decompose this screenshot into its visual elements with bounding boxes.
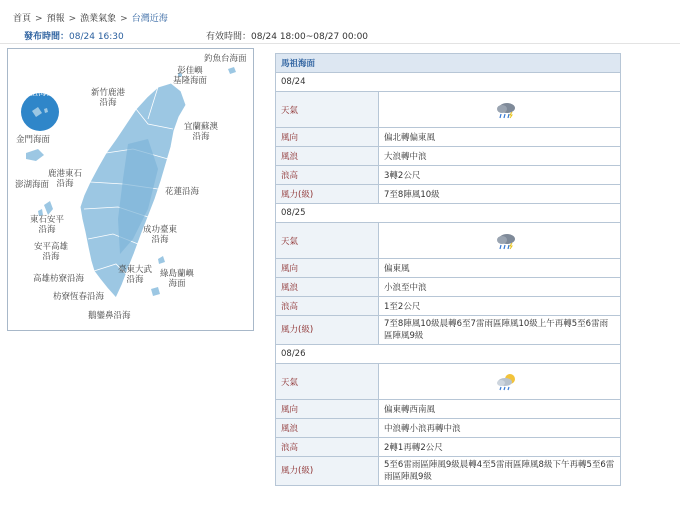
field-label: 天氣 bbox=[276, 223, 379, 259]
date-label: 08/25 bbox=[276, 204, 621, 223]
date-row bbox=[276, 204, 621, 223]
breadcrumb-separator: > bbox=[35, 14, 43, 24]
map-label-dongshi[interactable]: 東石安平 沿海 bbox=[30, 215, 65, 235]
map-label-kaohsiung[interactable]: 高雄枋寮沿海 bbox=[33, 274, 85, 284]
rain-cloud-icon bbox=[494, 232, 518, 250]
breadcrumb-separator: > bbox=[120, 14, 128, 24]
lanyu-island bbox=[151, 287, 160, 296]
coastal-area-map bbox=[7, 48, 254, 331]
table-row bbox=[276, 128, 621, 147]
diaoyutai-islands bbox=[228, 67, 236, 74]
field-label: 風向 bbox=[276, 400, 379, 419]
map-label-hsinchu[interactable]: 新竹鹿港 沿海 bbox=[91, 88, 126, 108]
wave-value: 小浪至中浪 bbox=[379, 278, 621, 297]
table-row bbox=[276, 147, 621, 166]
publish-time-value: 08/24 16:30 bbox=[69, 32, 124, 42]
penghu-islands bbox=[38, 201, 53, 216]
wind-dir-value: 偏東風 bbox=[379, 259, 621, 278]
publish-time bbox=[24, 29, 124, 42]
field-label: 風力(級) bbox=[276, 316, 379, 345]
table-row bbox=[276, 297, 621, 316]
date-row bbox=[276, 345, 621, 364]
publish-time-label: 發布時間： bbox=[24, 32, 70, 42]
green-island bbox=[158, 256, 165, 264]
swell-value: 1至2公尺 bbox=[379, 297, 621, 316]
map-label-anping[interactable]: 安平高雄 沿海 bbox=[34, 242, 69, 262]
field-label: 風浪 bbox=[276, 419, 379, 438]
rain-cloud-icon bbox=[494, 101, 518, 119]
valid-time bbox=[206, 29, 368, 42]
wind-force-value: 7至8陣風10級晨轉6至7雷雨區陣風10級上午再轉5至6雷雨區陣風9級 bbox=[379, 316, 621, 345]
table-row bbox=[276, 419, 621, 438]
table-row bbox=[276, 92, 621, 128]
swell-value: 2轉1再轉2公尺 bbox=[379, 438, 621, 457]
table-row bbox=[276, 400, 621, 419]
table-row bbox=[276, 259, 621, 278]
breadcrumb bbox=[13, 11, 168, 24]
table-row bbox=[276, 364, 621, 400]
map-label-diaoyutai[interactable]: 釣魚台海面 bbox=[204, 54, 247, 64]
map-label-fangliao[interactable]: 枋寮恆春沿海 bbox=[53, 292, 105, 302]
map-label-chenggong[interactable]: 成功臺東 沿海 bbox=[143, 225, 178, 245]
wave-value: 大浪轉中浪 bbox=[379, 147, 621, 166]
kinmen-island bbox=[26, 149, 44, 161]
field-label: 風向 bbox=[276, 259, 379, 278]
breadcrumb-forecast[interactable]: 預報 bbox=[46, 14, 65, 24]
map-label-penghu[interactable]: 澎湖海面 bbox=[15, 180, 50, 190]
map-label-yilan[interactable]: 宜蘭蘇澳 沿海 bbox=[184, 122, 219, 142]
wind-force-value: 7至8陣風10級 bbox=[379, 185, 621, 204]
table-row bbox=[276, 278, 621, 297]
date-row bbox=[276, 73, 621, 92]
sun-rain-cloud-icon bbox=[494, 373, 518, 391]
swell-value: 3轉2公尺 bbox=[379, 166, 621, 185]
map-label-lukang[interactable]: 鹿港東石 沿海 bbox=[48, 169, 83, 189]
map-label-taitung[interactable]: 臺東大武 沿海 bbox=[118, 265, 153, 285]
table-row bbox=[276, 438, 621, 457]
breadcrumb-home[interactable]: 首頁 bbox=[13, 14, 32, 24]
map-label-matsu[interactable]: 馬祖海面 bbox=[21, 88, 56, 98]
wave-value: 中浪轉小浪再轉中浪 bbox=[379, 419, 621, 438]
table-row bbox=[276, 316, 621, 345]
map-label-ludao[interactable]: 綠島蘭嶼 海面 bbox=[160, 269, 195, 289]
date-label: 08/24 bbox=[276, 73, 621, 92]
table-row bbox=[276, 166, 621, 185]
field-label: 風向 bbox=[276, 128, 379, 147]
field-label: 天氣 bbox=[276, 92, 379, 128]
breadcrumb-separator: > bbox=[68, 14, 77, 24]
field-label: 風力(級) bbox=[276, 457, 379, 486]
weather-cell bbox=[379, 92, 621, 128]
field-label: 浪高 bbox=[276, 438, 379, 457]
field-label: 風浪 bbox=[276, 147, 379, 166]
map-label-hualien[interactable]: 花蓮沿海 bbox=[165, 187, 200, 197]
valid-time-label: 有效時間： bbox=[206, 32, 252, 42]
field-label: 風浪 bbox=[276, 278, 379, 297]
divider bbox=[0, 43, 680, 44]
valid-time-value: 08/24 18:00~08/27 00:00 bbox=[251, 32, 369, 42]
field-label: 浪高 bbox=[276, 297, 379, 316]
field-label: 風力(級) bbox=[276, 185, 379, 204]
table-row bbox=[276, 223, 621, 259]
wind-dir-value: 偏北轉偏東風 bbox=[379, 128, 621, 147]
table-row bbox=[276, 185, 621, 204]
area-title: 馬祖海面 bbox=[276, 54, 621, 73]
weather-cell bbox=[379, 364, 621, 400]
map-label-kinmen[interactable]: 金門海面 bbox=[16, 135, 51, 145]
field-label: 天氣 bbox=[276, 364, 379, 400]
wind-force-value: 5至6雷雨區陣風9級晨轉4至5雷雨區陣風8級下午再轉5至6雷雨區陣風9級 bbox=[379, 457, 621, 486]
table-header-row bbox=[276, 54, 621, 73]
wind-dir-value: 偏東轉西南風 bbox=[379, 400, 621, 419]
map-label-pengjia[interactable]: 彭佳嶼 基隆海面 bbox=[173, 66, 208, 86]
breadcrumb-fishery[interactable]: 漁業氣象 bbox=[80, 14, 117, 24]
table-row bbox=[276, 457, 621, 486]
weather-cell bbox=[379, 223, 621, 259]
date-label: 08/26 bbox=[276, 345, 621, 364]
map-label-eluanbi[interactable]: 鵝鑾鼻沿海 bbox=[88, 311, 131, 321]
field-label: 浪高 bbox=[276, 166, 379, 185]
forecast-table bbox=[275, 53, 621, 486]
breadcrumb-current: 台灣近海 bbox=[131, 14, 168, 24]
